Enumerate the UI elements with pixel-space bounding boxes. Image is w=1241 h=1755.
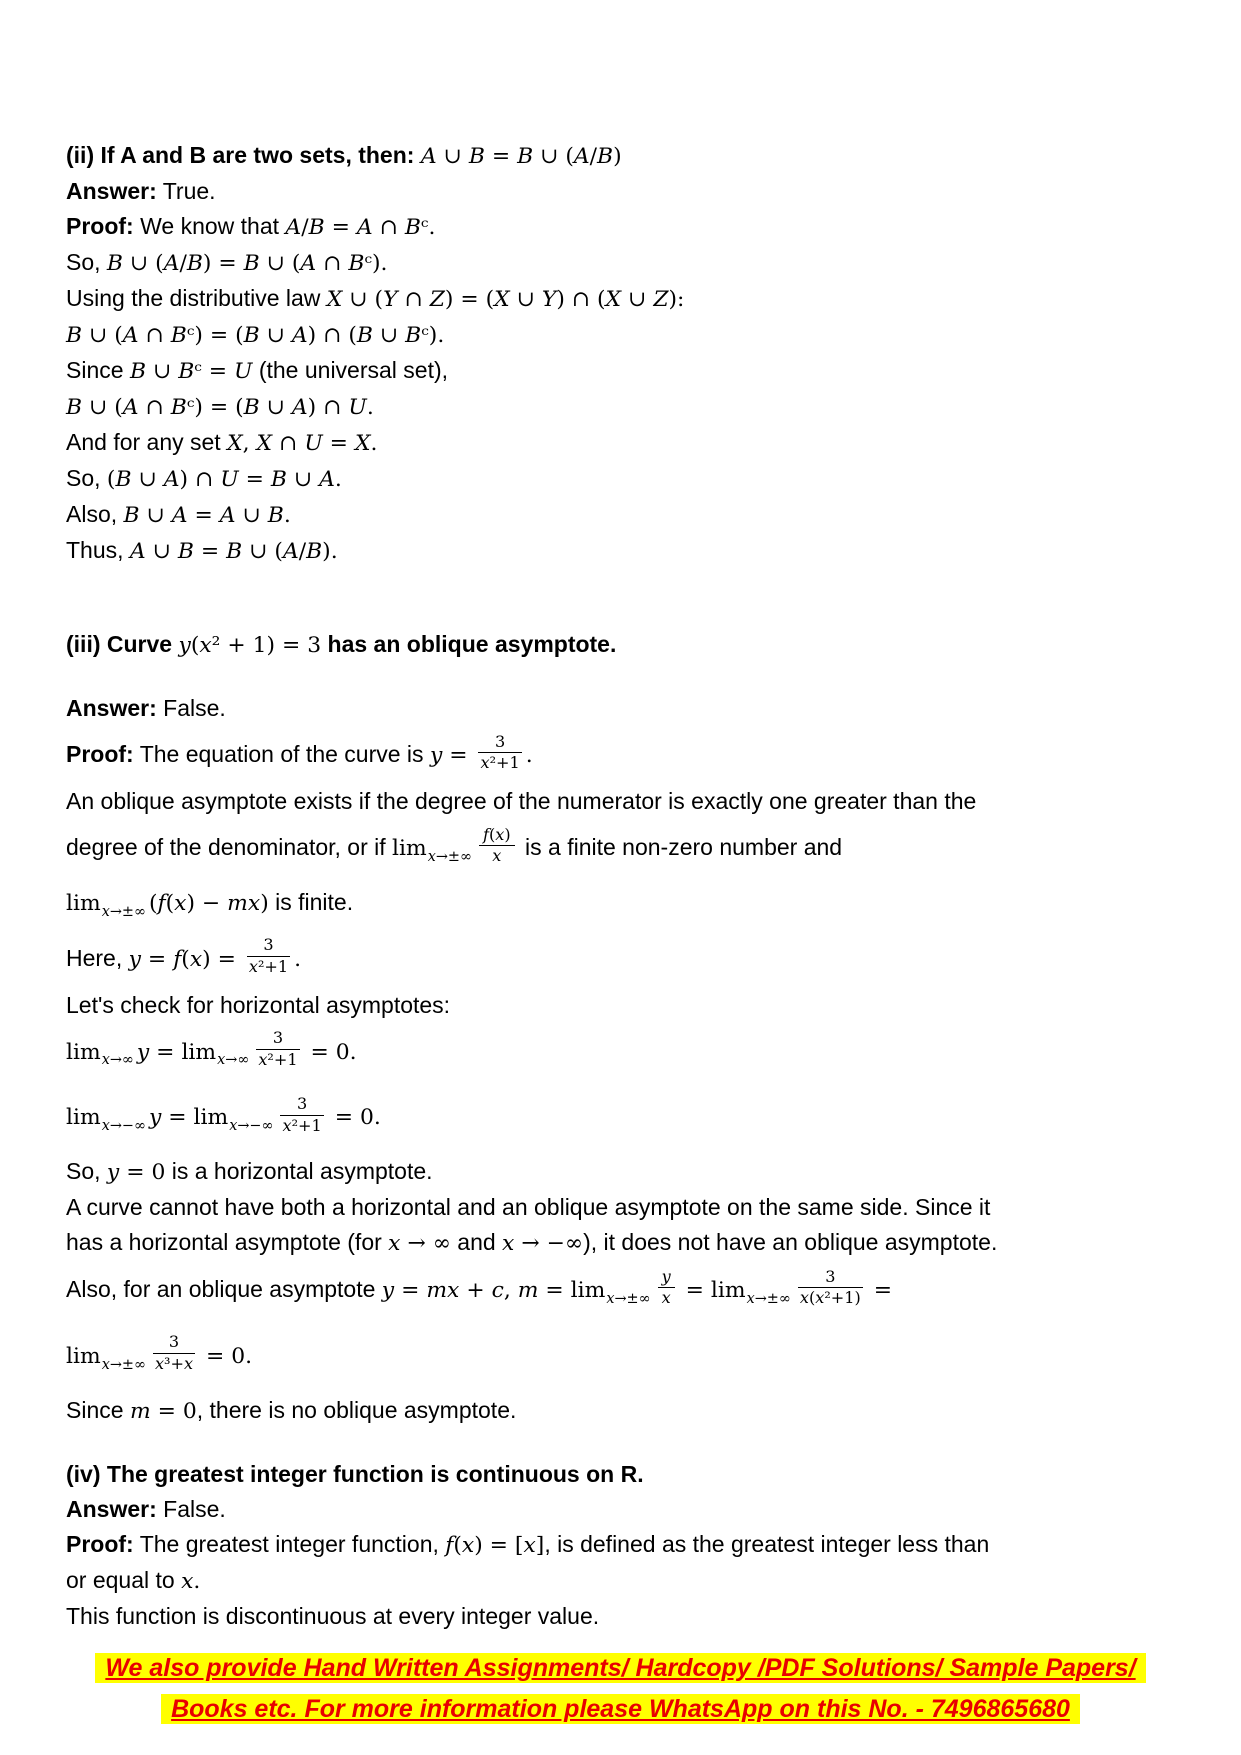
text-segment: degree of the denominator, or if: [66, 834, 393, 860]
text-segment: Thus,: [66, 537, 130, 563]
math-segment: A/B = A ∩ Bᶜ.: [285, 215, 436, 240]
text-segment: We know that: [133, 213, 286, 239]
math-segment: .: [294, 946, 302, 972]
text-line: [66, 1327, 1205, 1393]
math-segment: f(x) = [x]: [445, 1532, 545, 1558]
answer-line: [66, 1492, 1205, 1527]
limit-subscript: x→±∞: [746, 1290, 791, 1307]
bold-text-segment: (iii) Curve: [66, 631, 179, 657]
fraction: [798, 1267, 863, 1310]
fraction: [478, 732, 521, 775]
proof-line: [66, 726, 1205, 784]
text-line: [66, 317, 1205, 353]
text-segment: Here,: [66, 944, 129, 971]
math-segment: m = 0: [129, 1398, 197, 1424]
limit-subscript: x→∞: [217, 1052, 250, 1069]
limit-expression: $\lim_{x\to\pm\infty}$: [66, 1343, 146, 1373]
text-line: [66, 353, 1205, 389]
text-line: [66, 1599, 1205, 1634]
limit-subscript: x→±∞: [606, 1290, 651, 1307]
math-segment: A ∪ B = B ∪ (A/B).: [129, 539, 338, 564]
bold-text-segment: Proof:: [66, 741, 134, 767]
text-segment: or equal to: [66, 1566, 182, 1593]
fraction: [280, 1094, 323, 1137]
text-segment: is a finite non-zero number and: [518, 834, 843, 860]
text-line: [66, 425, 1205, 461]
math-segment: =: [866, 1278, 893, 1304]
fraction: [658, 1267, 675, 1310]
promo-footer-row: [0, 1689, 1241, 1730]
proof-line: [66, 1527, 1205, 1563]
fraction-numerator: 3: [478, 732, 521, 754]
bold-text-segment: (ii) If A and B are two sets, then:: [66, 142, 421, 168]
text-segment: And for any set: [66, 429, 228, 455]
limit-subscript: x→±∞: [101, 1356, 146, 1373]
statement-iv-heading: [66, 1457, 1205, 1492]
text-segment: So,: [66, 1158, 107, 1185]
text-segment: and: [450, 1229, 503, 1256]
math-segment: A ∪ B = B ∪ (A/B): [420, 144, 622, 169]
limit-subscript: x→±∞: [101, 903, 146, 920]
text-line: [66, 819, 1205, 885]
text-segment: The equation of the curve is: [133, 741, 430, 767]
fraction-numerator: 3: [256, 1028, 299, 1050]
limit-expression: $\lim_{x\to\pm\infty}$: [392, 836, 473, 865]
fraction-denominator: x³+x: [154, 1354, 194, 1374]
math-segment: x.: [181, 1568, 201, 1594]
math-segment: y(x² + 1) = 3: [178, 633, 322, 658]
text-segment: is finite.: [268, 888, 354, 915]
answer-line: [66, 174, 1205, 209]
text-line: [66, 1225, 1205, 1261]
math-segment: = 0.: [327, 1105, 381, 1131]
math-segment: x → ∞: [388, 1231, 451, 1257]
text-segment: False.: [156, 1495, 226, 1522]
fraction: [247, 935, 290, 978]
text-segment: is a horizontal asymptote.: [165, 1158, 433, 1185]
text-segment: So,: [66, 249, 107, 275]
fraction-denominator: x²+1: [248, 956, 289, 976]
math-segment: = 0.: [303, 1039, 357, 1065]
math-segment: (B ∪ A) ∩ U = B ∪ A.: [106, 467, 342, 492]
text-line: [66, 1023, 1205, 1089]
document-body: [66, 138, 1205, 1634]
text-segment: , is defined as the greatest integer less than: [544, 1530, 990, 1557]
text-line: [66, 281, 1205, 317]
limit-subscript: x→−∞: [101, 1118, 146, 1135]
text-line: [66, 1393, 1205, 1429]
text-segment: Using the distributive law: [66, 285, 327, 311]
math-segment: =: [678, 1278, 711, 1304]
math-segment: y =: [148, 1105, 194, 1131]
text-line: [66, 885, 1205, 930]
math-segment: B ∪ A = A ∪ B.: [123, 503, 291, 528]
text-segment: This function is discontinuous at every integer value.: [66, 1602, 600, 1629]
math-segment: y = mx + c, m =: [381, 1278, 571, 1304]
text-line: [66, 1088, 1205, 1154]
text-line: [66, 245, 1205, 281]
fraction: [479, 825, 515, 868]
text-line: [66, 1190, 1205, 1225]
math-segment: y =: [429, 743, 475, 768]
bold-text-segment: has an oblique asymptote.: [321, 631, 617, 657]
fraction-denominator: x²+1: [480, 753, 520, 773]
proof-line: [66, 209, 1205, 245]
fraction-numerator: 3: [153, 1332, 195, 1354]
limit-expression: $\lim_{x\to\infty}$: [66, 1039, 134, 1069]
text-segment: A curve cannot have both a horizontal and an oblique asymptote on the same side. Since it: [66, 1194, 991, 1221]
text-line: [66, 1261, 1205, 1327]
fraction-denominator: x²+1: [258, 1049, 298, 1069]
limit-expression: $\lim_{x\to-\infty}$: [66, 1105, 146, 1135]
text-segment: Since: [66, 1396, 130, 1423]
math-segment: B ∪ (A ∩ Bᶜ) = (B ∪ A) ∩ U.: [66, 395, 374, 420]
math-segment: X ∪ (Y ∩ Z) = (X ∪ Y) ∩ (X ∪ Z):: [326, 287, 685, 312]
fraction-denominator: x: [492, 846, 502, 866]
math-segment: .: [525, 743, 533, 768]
bold-text-segment: Answer:: [66, 695, 157, 721]
answer-line: [66, 691, 1205, 726]
math-segment: X, X ∩ U = X.: [227, 431, 378, 456]
promo-footer-line-2: Books etc. For more information please WhatsApp on this No. - 7496865680: [161, 1694, 1080, 1724]
text-line: [66, 461, 1205, 497]
limit-expression: $\lim_{x\to\pm\infty}$: [66, 890, 146, 920]
bold-text-segment: Answer:: [66, 1495, 157, 1522]
text-segment: , there is no oblique asymptote.: [196, 1396, 517, 1423]
text-segment: False.: [156, 695, 226, 721]
limit-expression: $\lim_{x\to\pm\infty}$: [710, 1278, 791, 1307]
fraction-numerator: 3: [247, 935, 290, 957]
text-segment: An oblique asymptote exists if the degree of the numerator is exactly one greater than the: [66, 788, 977, 814]
text-segment: Also, for an oblique asymptote: [66, 1276, 382, 1303]
math-segment: (f(x) − mx): [148, 890, 269, 916]
text-segment: (the universal set),: [252, 357, 449, 383]
text-segment: The greatest integer function,: [133, 1530, 446, 1557]
fraction-denominator: x: [661, 1288, 671, 1308]
fraction: [256, 1028, 299, 1071]
math-segment: x → −∞: [502, 1231, 584, 1257]
math-segment: = 0.: [199, 1343, 253, 1369]
limit-expression: $\lim_{x\to\infty}$: [181, 1039, 250, 1069]
limit-expression: $\lim_{x\to\pm\infty}$: [570, 1278, 651, 1307]
text-line: [66, 988, 1205, 1023]
math-segment: B ∪ Bᶜ = U: [129, 359, 253, 384]
limit-expression: $\lim_{x\to-\infty}$: [193, 1105, 274, 1135]
limit-subscript: x→−∞: [229, 1118, 274, 1135]
text-segment: Since: [66, 357, 130, 383]
limit-subscript: x→∞: [101, 1052, 134, 1069]
limit-subscript: x→±∞: [427, 848, 473, 865]
math-segment: y = f(x) =: [128, 946, 243, 972]
text-line: [66, 1154, 1205, 1190]
fraction-numerator: y: [658, 1267, 675, 1289]
text-segment: So,: [66, 465, 107, 491]
bold-text-segment: Proof:: [66, 1530, 134, 1557]
bold-text-segment: Answer:: [66, 178, 157, 204]
promo-footer-line-1: We also provide Hand Written Assignments/ Hardcopy /PDF Solutions/ Sample Papers/: [95, 1653, 1145, 1683]
text-segment: Also,: [66, 501, 124, 527]
math-segment: y = 0: [106, 1160, 166, 1186]
fraction-numerator: f(x): [479, 825, 515, 847]
math-segment: y =: [136, 1039, 182, 1065]
text-line: [66, 930, 1205, 988]
math-segment: B ∪ (A ∩ Bᶜ) = (B ∪ A) ∩ (B ∪ Bᶜ).: [66, 323, 445, 348]
bold-text-segment: (iv) The greatest integer function is continuous on R.: [66, 1460, 644, 1487]
text-line: [66, 1563, 1205, 1599]
text-line: [66, 533, 1205, 569]
bold-text-segment: Proof:: [66, 213, 134, 239]
fraction-numerator: 3: [798, 1267, 863, 1289]
text-line: [66, 497, 1205, 533]
text-line: [66, 389, 1205, 425]
fraction-denominator: x(x²+1): [799, 1288, 861, 1308]
fraction: [153, 1332, 195, 1375]
text-segment: True.: [156, 178, 216, 204]
statement-iii-heading: [66, 627, 1205, 663]
text-segment: has a horizontal asymptote (for: [66, 1229, 389, 1256]
promo-footer-row: [0, 1648, 1241, 1689]
promo-footer: [0, 1648, 1241, 1730]
text-segment: Let's check for horizontal asymptotes:: [66, 991, 451, 1018]
fraction-numerator: 3: [280, 1094, 323, 1116]
fraction-denominator: x²+1: [282, 1115, 322, 1135]
statement-ii-heading: [66, 138, 1205, 174]
math-segment: B ∪ (A/B) = B ∪ (A ∩ Bᶜ).: [106, 251, 388, 276]
text-line: [66, 784, 1205, 819]
text-segment: ), it does not have an oblique asymptote.: [583, 1229, 998, 1256]
